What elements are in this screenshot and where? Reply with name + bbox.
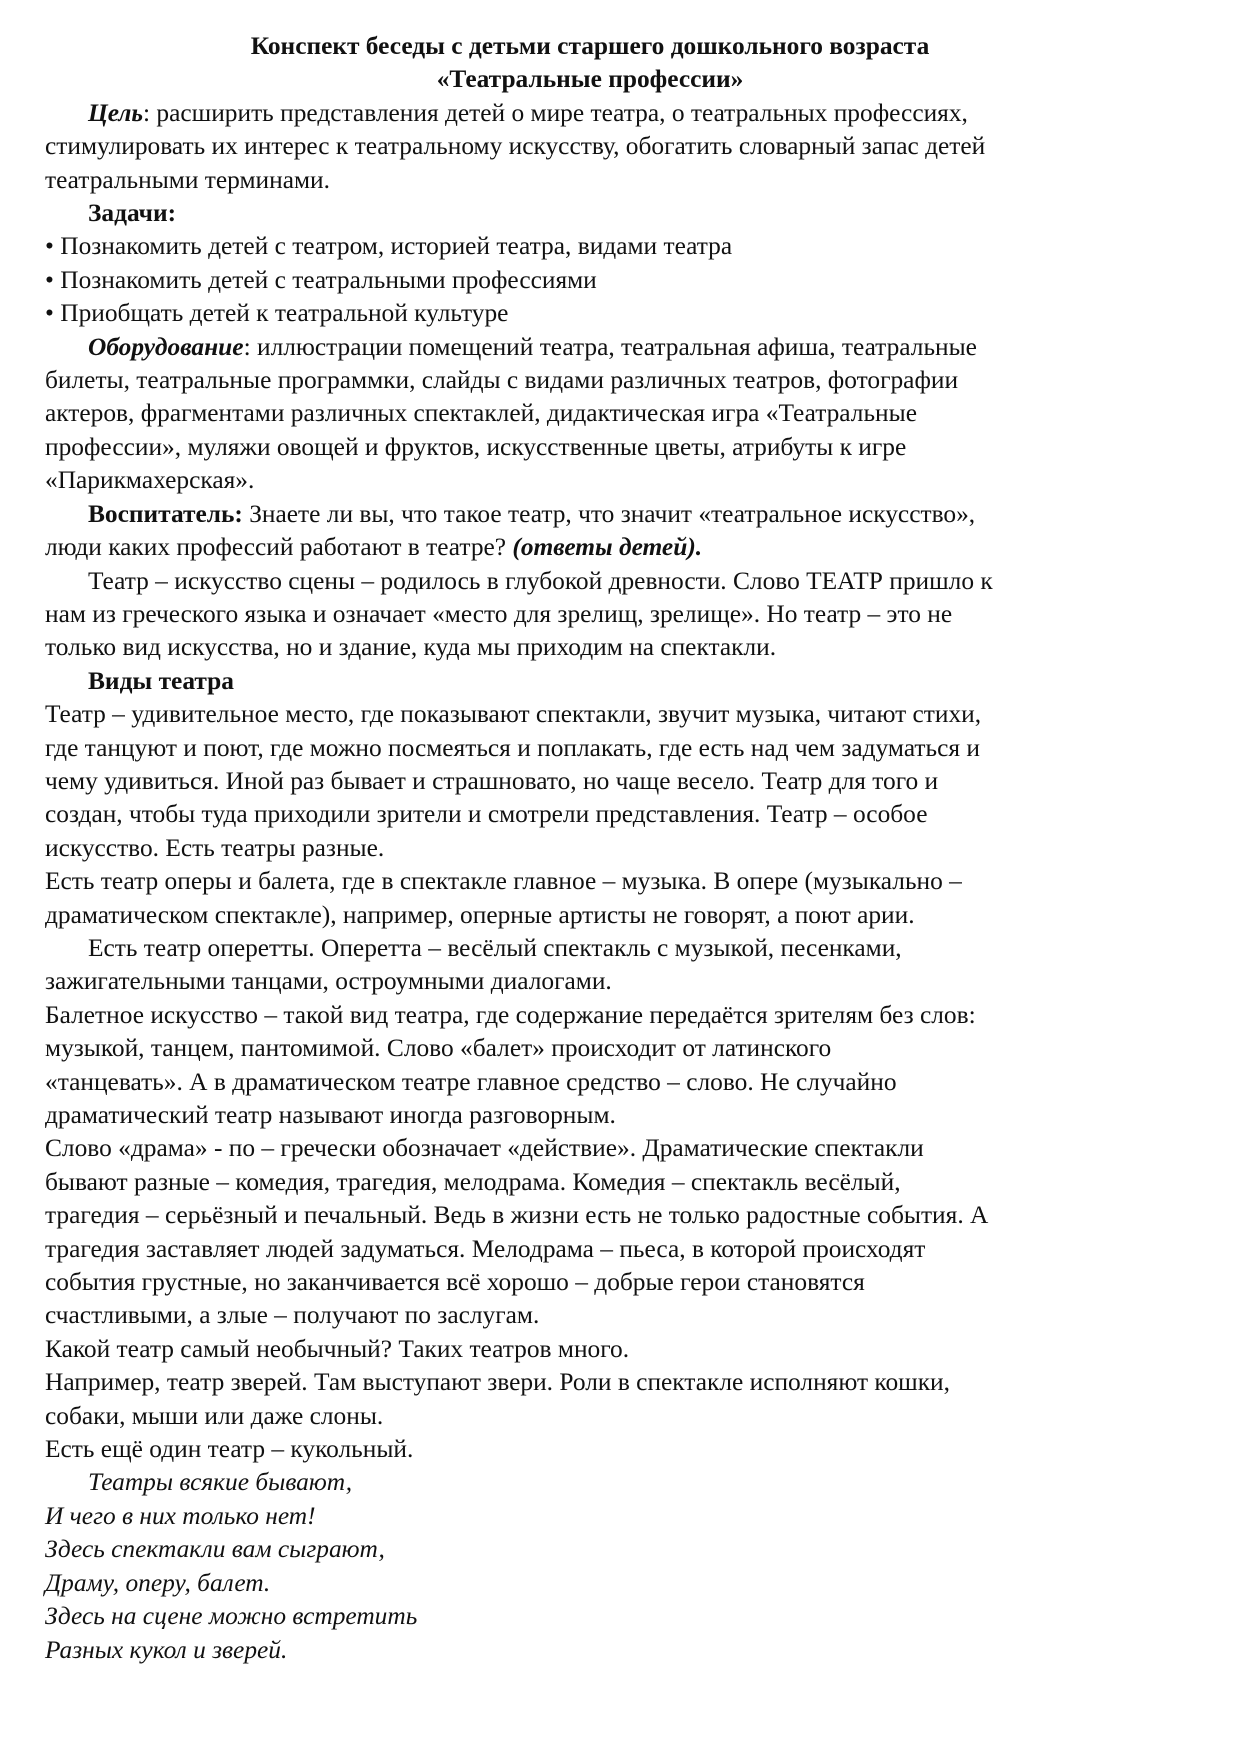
body-line: создан, чтобы туда приходили зрители и смотрели представления. Театр – особое <box>45 800 928 829</box>
goal-paragraph-line: театральными терминами. <box>45 165 330 194</box>
goal-label: Цель <box>88 98 144 127</box>
body-line: искусство. Есть театры разные. <box>45 833 385 862</box>
origin-paragraph-line: нам из греческого языка и означает «место для зрелищ, зрелище». Но театр – это не <box>45 599 953 628</box>
poem-line: Разных кукол и зверей. <box>45 1635 288 1664</box>
body-line: Например, театр зверей. Там выступают звери. Роли в спектакле исполняют кошки, <box>45 1368 950 1397</box>
teacher-paragraph-line <box>45 498 1135 531</box>
body-line: драматический театр называют иногда разговорным. <box>45 1101 616 1129</box>
origin-paragraph-line: только вид искусства, но и здание, куда мы приходим на спектакли. <box>45 633 777 662</box>
children-answers-note: (ответы детей). <box>512 533 703 562</box>
body-line: Слово «драма» - по – гречески обозначает «действие». Драматические спектакли <box>45 1134 924 1163</box>
body-line: трагедия – серьёзный и печальный. Ведь в жизни есть не только радостные события. А <box>45 1201 989 1230</box>
body-line: где танцуют и поют, где можно посмеяться и поплакать, где есть над чем задуматься и <box>45 733 980 762</box>
body-line: «танцевать». А в драматическом театре главное средство – слово. Не случайно <box>45 1067 897 1096</box>
body-line: счастливыми, а злые – получают по заслугам. <box>45 1301 540 1330</box>
tasks-heading: Задачи: <box>88 199 177 228</box>
types-heading: Виды театра <box>88 666 234 695</box>
equipment-text: : иллюстрации помещений театра, театральная афиша, театральные <box>243 332 977 361</box>
task-list-item: • Познакомить детей с театральными профессиями <box>45 265 597 294</box>
equipment-paragraph-line: профессии», муляжи овощей и фруктов, искусственные цветы, атрибуты к игре <box>45 432 907 461</box>
poem-line: Здесь на сцене можно встретить <box>45 1602 418 1631</box>
origin-paragraph-line: Театр – искусство сцены – родилось в глубокой древности. Слово ТЕАТР пришло к <box>88 566 993 595</box>
body-line: Какой театр самый необычный? Таких театров много. <box>45 1334 630 1363</box>
body-line: трагедия заставляет людей задуматься. Мелодрама – пьеса, в которой происходят <box>45 1234 926 1263</box>
equipment-paragraph-line: актеров, фрагментами различных спектаклей, дидактическая игра «Театральные <box>45 399 917 428</box>
body-line: Есть ещё один театр – кукольный. <box>45 1435 414 1464</box>
poem-line: И чего в них только нет! <box>45 1501 316 1530</box>
document-title-line-2: «Театральные профессии» <box>436 65 744 94</box>
poem-line: Театры всякие бывают, <box>88 1468 353 1497</box>
document-page <box>45 30 1135 1667</box>
goal-paragraph-line: стимулировать их интерес к театральному искусству, обогатить словарный запас детей <box>45 132 986 161</box>
body-line: Балетное искусство – такой вид театра, где содержание передаётся зрителям без слов: <box>45 1000 976 1029</box>
body-line: Театр – удивительное место, где показывают спектакли, звучит музыка, читают стихи, <box>45 700 982 729</box>
goal-text: : расширить представления детей о мире театра, о театральных профессиях, <box>143 98 968 127</box>
equipment-paragraph-line: билеты, театральные программки, слайды с видами различных театров, фотографии <box>45 366 959 395</box>
body-line: события грустные, но заканчивается всё хорошо – добрые герои становятся <box>45 1268 865 1297</box>
equipment-label: Оборудование <box>88 332 244 361</box>
body-line: бывают разные – комедия, трагедия, мелодрама. Комедия – спектакль весёлый, <box>45 1167 901 1196</box>
equipment-paragraph-line <box>45 331 1135 364</box>
body-line: драматическом спектакле), например, оперные артисты не говорят, а поют арии. <box>45 900 915 929</box>
equipment-paragraph-line: «Парикмахерская». <box>45 466 255 495</box>
goal-paragraph-line <box>45 97 1135 130</box>
operetta-line: Есть театр оперетты. Оперетта – весёлый спектакль с музыкой, песенками, <box>88 933 902 962</box>
body-line: Есть театр оперы и балета, где в спектакле главное – музыка. В опере (музыкально – <box>45 867 962 896</box>
task-list-item: • Познакомить детей с театром, историей театра, видами театра <box>45 232 733 261</box>
teacher-paragraph-line: люди каких профессий работают в театре? (ответы детей). <box>45 533 703 562</box>
body-line: собаки, мыши или даже слоны. <box>45 1401 384 1430</box>
teacher-text: Знаете ли вы, что такое театр, что значит «театральное искусство», <box>242 499 976 528</box>
body-line: чему удивиться. Иной раз бывает и страшновато, но чаще весело. Театр для того и <box>45 766 939 795</box>
poem-line: Драму, оперу, балет. <box>45 1568 271 1597</box>
task-list-item: • Приобщать детей к театральной культуре <box>45 299 509 328</box>
poem-line: Здесь спектакли вам сыграют, <box>45 1535 385 1564</box>
operetta-line: зажигательными танцами, остроумными диалогами. <box>45 967 612 996</box>
body-line: музыкой, танцем, пантомимой. Слово «балет» происходит от латинского <box>45 1034 832 1063</box>
teacher-label: Воспитатель: <box>88 499 243 528</box>
document-title-line-1: Конспект беседы с детьми старшего дошкольного возраста <box>250 32 930 60</box>
